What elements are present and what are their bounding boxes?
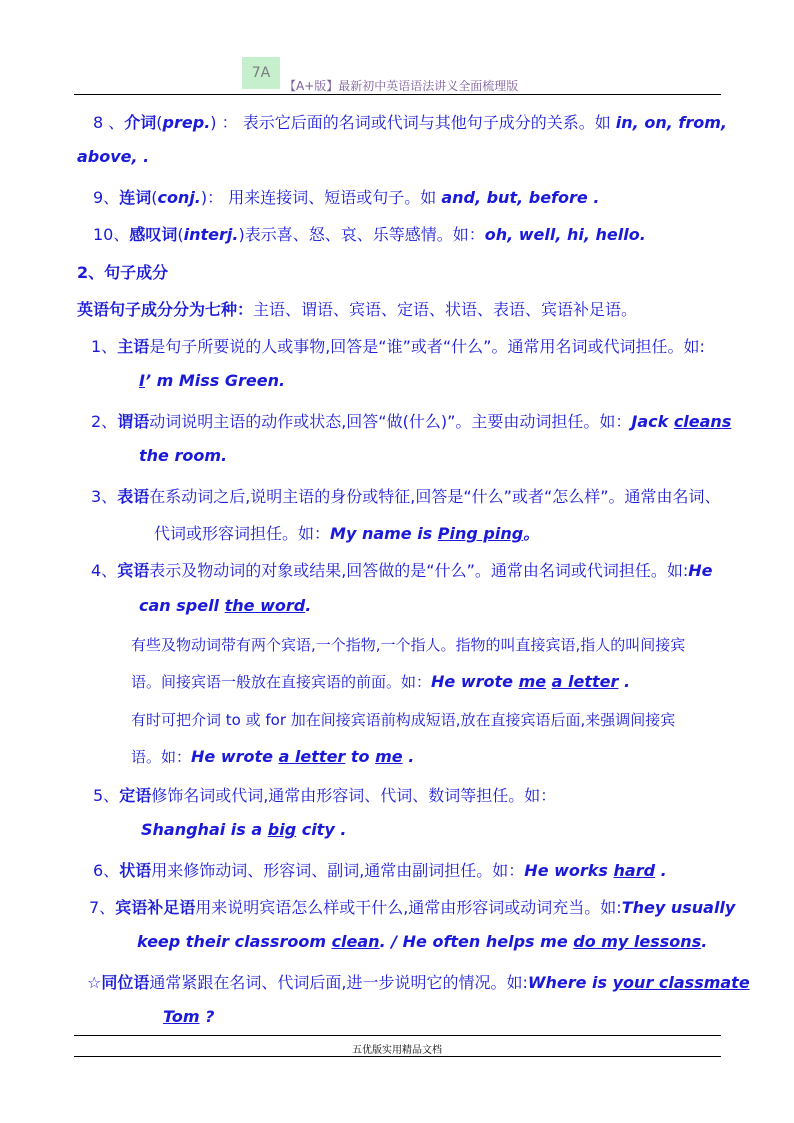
example: can spell <box>139 596 225 615</box>
intro-bold: 英语句子成分分为七种： <box>77 300 254 319</box>
section-heading: 2、句子成分 <box>77 263 169 282</box>
object-line <box>91 558 713 581</box>
example: city . <box>296 820 347 839</box>
term: 表语 <box>117 487 150 506</box>
line-prep <box>93 110 727 133</box>
example-underlined: cleans <box>673 412 732 431</box>
abbr: conj. <box>157 188 201 207</box>
example: He wrote <box>191 747 279 766</box>
example: in, on, from, <box>615 113 727 132</box>
predicate-example <box>139 446 227 465</box>
footer-bottom-rule <box>74 1056 721 1057</box>
example-underlined: hard <box>613 861 656 880</box>
paren: ( <box>156 113 163 132</box>
prep-object-example <box>131 746 414 767</box>
example-underlined: your classmate <box>612 973 750 992</box>
complement-example <box>137 932 707 951</box>
complement-line <box>89 895 735 918</box>
item-number: 3、 <box>91 487 118 506</box>
example: to <box>345 747 376 766</box>
predicative-line <box>91 484 721 507</box>
example: My name is <box>330 524 438 543</box>
example-underlined: me <box>375 747 403 766</box>
double-object-note <box>131 634 685 655</box>
term: 感叹词 <box>129 225 178 244</box>
item-number: 7、 <box>89 898 116 917</box>
term: 宾语 <box>117 561 150 580</box>
note-text: 有时可把介词 to 或 for 加在间接宾语前构成短语,放在直接宾语后面,来强调间接宾 <box>131 711 676 729</box>
note-text: 语。间接宾语一般放在直接宾语的前面。如： <box>131 673 432 691</box>
item-number: 9、 <box>93 188 120 207</box>
example-underlined: a letter <box>278 747 346 766</box>
example-underlined: big <box>267 820 297 839</box>
definition: 是句子所要说的人或事物,回答是“谁”或者“什么”。通常用名词或代词担任。如: <box>149 337 705 356</box>
paren: ( <box>177 225 184 244</box>
example-underlined: a letter <box>551 672 619 691</box>
example: Jack <box>631 412 674 431</box>
definition: 在系动词之后,说明主语的身份或特征,回答是“什么”或者“怎么样”。通常由名词、 <box>149 487 721 506</box>
example: They usually <box>621 898 736 917</box>
definition: )表示喜、怒、哀、乐等感情。如： <box>238 225 485 244</box>
example-underlined: I <box>139 371 145 390</box>
definition: 用来说明宾语怎么样或干什么,通常由形容词或动词充当。如: <box>195 898 622 917</box>
example: . <box>305 596 312 615</box>
example: . <box>402 747 415 766</box>
predicate-line <box>91 409 731 432</box>
item-number: 6、 <box>93 861 120 880</box>
term: 同位语 <box>101 973 150 992</box>
example: He wrote <box>431 672 519 691</box>
example-underlined: Tom <box>163 1007 200 1026</box>
term: 状语 <box>119 861 152 880</box>
abbr: interj. <box>183 225 239 244</box>
definition: ) ： 表示它后面的名词或代词与其他句子成分的关系。如 <box>210 113 616 132</box>
example: above, . <box>77 147 150 166</box>
example: . <box>618 672 631 691</box>
definition: 动词说明主语的动作或状态,回答“做(什么)”。主要由动词担任。如： <box>149 412 632 431</box>
example: He works <box>524 861 614 880</box>
subject-example <box>139 371 285 390</box>
term: 连词 <box>119 188 152 207</box>
line-conj <box>93 185 599 208</box>
definition: 表示及物动词的对象或结果,回答做的是“什么”。通常由名词或代词担任。如: <box>149 561 689 580</box>
definition: )： 用来连接词、短语或句子。如 <box>200 188 442 207</box>
paren: ( <box>151 188 158 207</box>
example: . <box>701 932 708 951</box>
example-underlined: the word <box>224 596 306 615</box>
example: keep their classroom <box>137 932 332 951</box>
document-title: 【A+版】最新初中英语语法讲义全面梳理版 <box>284 79 519 93</box>
term: 定语 <box>119 786 152 805</box>
item-number: 1、 <box>91 337 118 356</box>
double-object-example <box>131 671 630 692</box>
term: 宾语补足语 <box>115 898 196 917</box>
star-icon: ☆ <box>87 973 102 992</box>
example-underlined: do my lessons <box>573 932 702 951</box>
attribute-line <box>93 783 556 806</box>
example-underlined: me <box>518 672 547 691</box>
example: 。 <box>523 524 540 543</box>
example: . / He often helps me <box>379 932 574 951</box>
definition: 用来修饰动词、形容词、副词,通常由副词担任。如： <box>151 861 525 880</box>
example: . <box>655 861 667 880</box>
item-number: 10、 <box>93 225 130 244</box>
line-interj <box>93 222 646 245</box>
prep-object-note <box>131 709 675 730</box>
definition: 修饰名词或代词,通常由形容词、代词、数词等担任。如： <box>151 786 557 805</box>
example: oh, well, hi, hello. <box>484 225 646 244</box>
footer-text: 五优版实用精品文档 <box>352 1045 442 1056</box>
adverbial-line <box>93 858 667 881</box>
item-number: 4、 <box>91 561 118 580</box>
example: the room. <box>139 446 228 465</box>
example: ? <box>199 1007 215 1026</box>
subject-line <box>91 334 705 357</box>
example: ’ m Miss Green. <box>144 371 286 390</box>
term: 介词 <box>124 113 157 132</box>
term: 谓语 <box>117 412 150 431</box>
grade-badge: 7A <box>242 57 280 89</box>
line-prep-cont <box>77 147 149 166</box>
appositive-line <box>87 970 750 993</box>
item-number: 2、 <box>91 412 118 431</box>
header-rule <box>74 94 721 95</box>
example-underlined: Ping ping <box>437 524 524 543</box>
footer-rule <box>74 1035 721 1036</box>
example-underlined: clean <box>331 932 380 951</box>
predicative-example <box>154 521 539 544</box>
definition: 代词或形容词担任。如： <box>154 524 331 543</box>
term: 主语 <box>117 337 150 356</box>
example: Shanghai is a <box>141 820 268 839</box>
definition: 通常紧跟在名词、代词后面,进一步说明它的情况。如: <box>149 973 528 992</box>
appositive-example <box>163 1007 214 1026</box>
intro-list: 主语、谓语、宾语、定语、状语、表语、宾语补足语。 <box>253 300 638 319</box>
object-example <box>139 596 311 615</box>
example: Where is <box>527 973 613 992</box>
item-number: 5、 <box>93 786 120 805</box>
example: He <box>688 561 713 580</box>
seven-parts-intro <box>77 297 637 320</box>
example: and, but, before . <box>441 188 600 207</box>
abbr: prep. <box>162 113 211 132</box>
attribute-example <box>141 820 346 839</box>
note-text: 语。如： <box>131 748 192 766</box>
note-text: 有些及物动词带有两个宾语,一个指物,一个指人。指物的叫直接宾语,指人的叫间接宾 <box>131 636 686 654</box>
item-number: 8 、 <box>93 113 125 132</box>
